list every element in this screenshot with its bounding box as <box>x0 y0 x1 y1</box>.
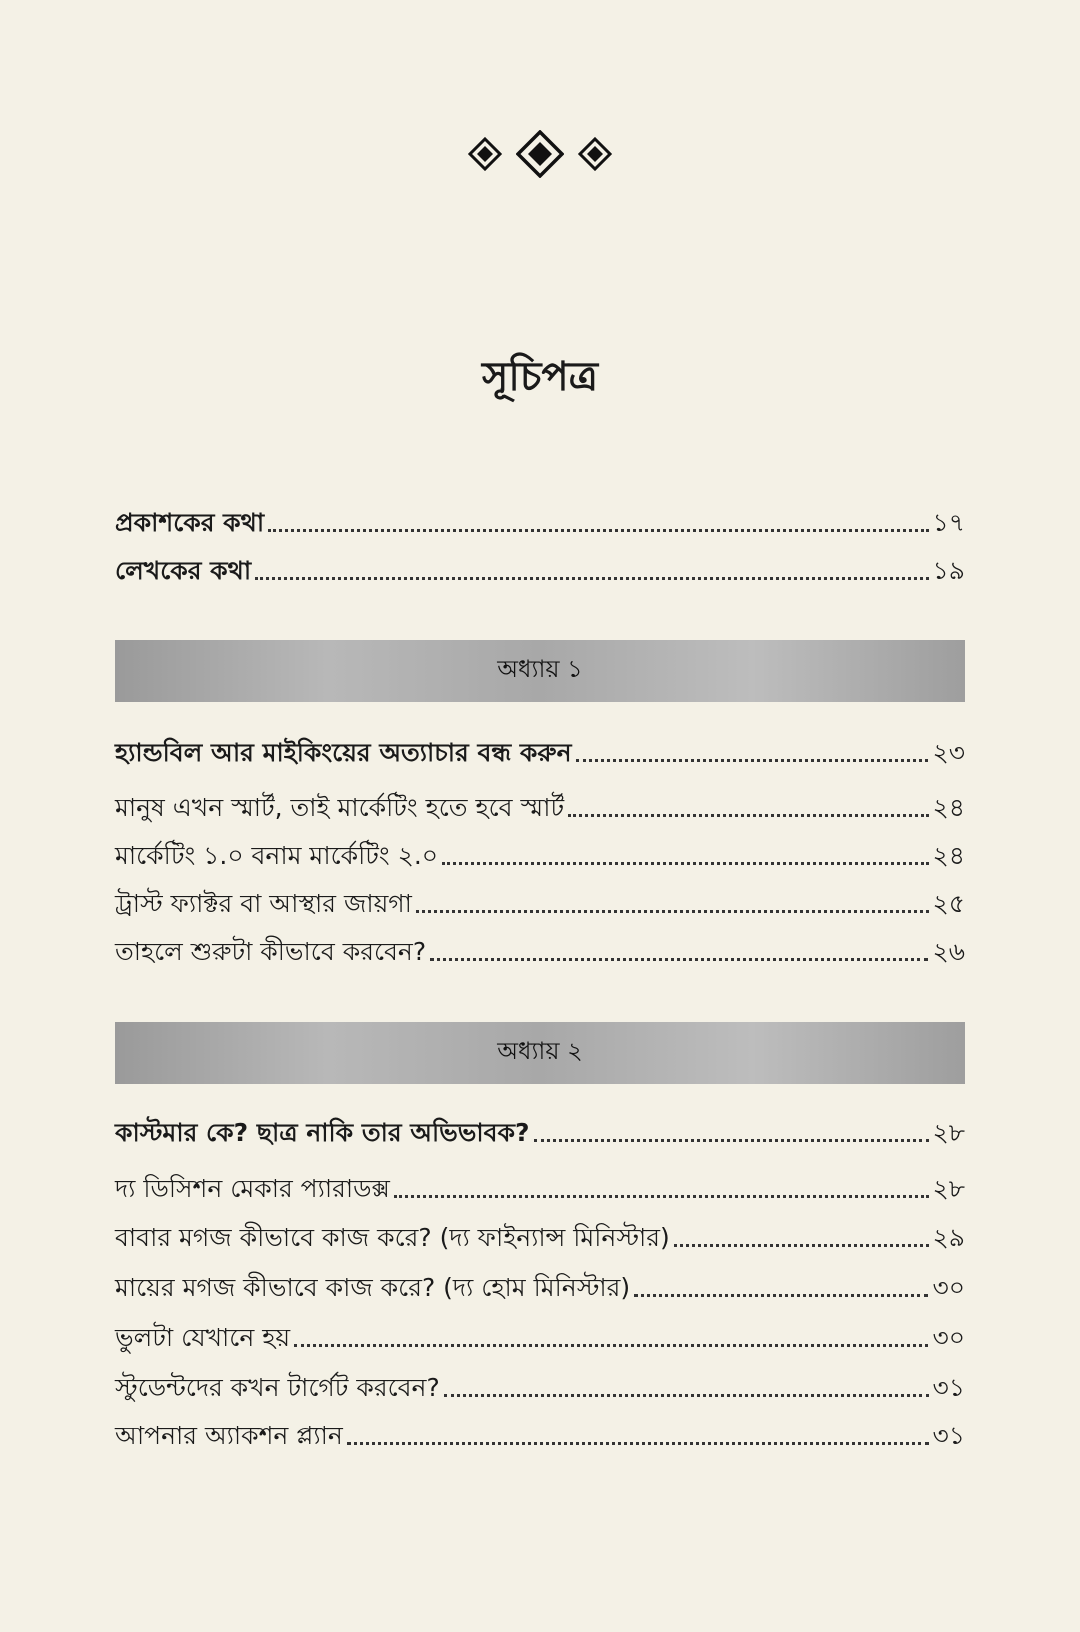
leader-dots <box>534 1139 929 1142</box>
toc-entry[interactable] <box>115 735 965 771</box>
toc-entry[interactable] <box>115 553 965 589</box>
toc-entry-label: মার্কেটিং ১.০ বনাম মার্কেটিং ২.০ <box>115 841 439 870</box>
toc-entry-page: ২৪ <box>932 793 965 822</box>
toc-entry[interactable] <box>115 790 965 826</box>
leader-dots <box>394 1195 929 1198</box>
toc-entry-label: ট্রাস্ট ফ্যাক্টর বা আস্থার জায়গা <box>115 889 412 918</box>
chapter-heading <box>115 640 965 702</box>
toc-entry-page: ২৮ <box>932 1174 965 1203</box>
page-title: সূচিপত্র <box>482 353 598 400</box>
toc-entry[interactable] <box>115 1320 965 1356</box>
toc-entry-page: ২৬ <box>932 937 965 966</box>
toc-entry-label: মানুষ এখন স্মার্ট, তাই মার্কেটিং হতে হবে স্মার্ট <box>115 793 565 822</box>
toc-entry-page: ২৫ <box>932 889 965 918</box>
toc-entry[interactable] <box>115 1220 965 1256</box>
diamond-ornament-icon <box>468 137 502 171</box>
toc-entry-page: ২৩ <box>932 738 965 767</box>
toc-entry-label: হ্যান্ডবিল আর মাইকিংয়ের অত্যাচার বন্ধ করুন <box>115 738 572 767</box>
toc-entry-page: ৩১ <box>932 1373 965 1402</box>
toc-entry-label: স্টুডেন্টদের কখন টার্গেট করবেন? <box>115 1373 440 1402</box>
toc-entry-page: ৩১ <box>932 1421 965 1450</box>
toc-entry[interactable] <box>115 1270 965 1306</box>
leader-dots <box>444 1394 929 1397</box>
toc-entry-page: ১৯ <box>932 556 965 585</box>
leader-dots <box>268 529 928 532</box>
toc-entry[interactable] <box>115 1171 965 1207</box>
leader-dots <box>255 577 928 580</box>
toc-entry[interactable] <box>115 886 965 922</box>
toc-entry-label: লেখকের কথা <box>115 556 252 585</box>
leader-dots <box>576 759 929 762</box>
leader-dots <box>634 1294 928 1297</box>
toc-entry[interactable] <box>115 1370 965 1406</box>
leader-dots <box>430 958 928 961</box>
toc-entry-label: বাবার মগজ কীভাবে কাজ করে? (দ্য ফাইন্যান্স মিনিস্টার) <box>115 1223 670 1252</box>
chapter-heading-label: অধ্যায় ১ <box>497 655 583 683</box>
toc-entry-page: ২৯ <box>932 1223 965 1252</box>
leader-dots <box>416 910 929 913</box>
leader-dots <box>294 1344 928 1347</box>
toc-entry-label: দ্য ডিসিশন মেকার প্যারাডক্স <box>115 1174 390 1203</box>
toc-entry-label: মায়ের মগজ কীভাবে কাজ করে? (দ্য হোম মিনিস্টার) <box>115 1273 631 1302</box>
toc-entry[interactable] <box>115 838 965 874</box>
toc-entry-page: ২৪ <box>932 841 965 870</box>
toc-entry-page: ১৭ <box>932 508 965 537</box>
toc-entry-label: আপনার অ্যাকশন প্ল্যান <box>115 1421 343 1450</box>
leader-dots <box>674 1244 929 1247</box>
toc-entry[interactable] <box>115 505 965 541</box>
toc-entry[interactable] <box>115 1418 965 1454</box>
decorative-ornament <box>0 130 1080 178</box>
toc-entry-label: তাহলে শুরুটা কীভাবে করবেন? <box>115 937 427 966</box>
toc-entry-page: ৩০ <box>932 1323 965 1352</box>
toc-entry-page: ২৮ <box>932 1118 965 1147</box>
toc-entry-label: প্রকাশকের কথা <box>115 508 265 537</box>
chapter-heading <box>115 1022 965 1084</box>
leader-dots <box>442 862 928 865</box>
toc-entry-label: কাস্টমার কে? ছাত্র নাকি তার অভিভাবক? <box>115 1118 530 1147</box>
toc-entry[interactable] <box>115 934 965 970</box>
diamond-ornament-icon <box>516 130 564 178</box>
diamond-ornament-icon <box>578 137 612 171</box>
leader-dots <box>347 1442 929 1445</box>
toc-entry[interactable] <box>115 1115 965 1151</box>
chapter-heading-label: অধ্যায় ২ <box>497 1037 583 1065</box>
leader-dots <box>568 814 928 817</box>
toc-entry-page: ৩০ <box>932 1273 965 1302</box>
toc-entry-label: ভুলটা যেখানে হয় <box>115 1323 291 1352</box>
